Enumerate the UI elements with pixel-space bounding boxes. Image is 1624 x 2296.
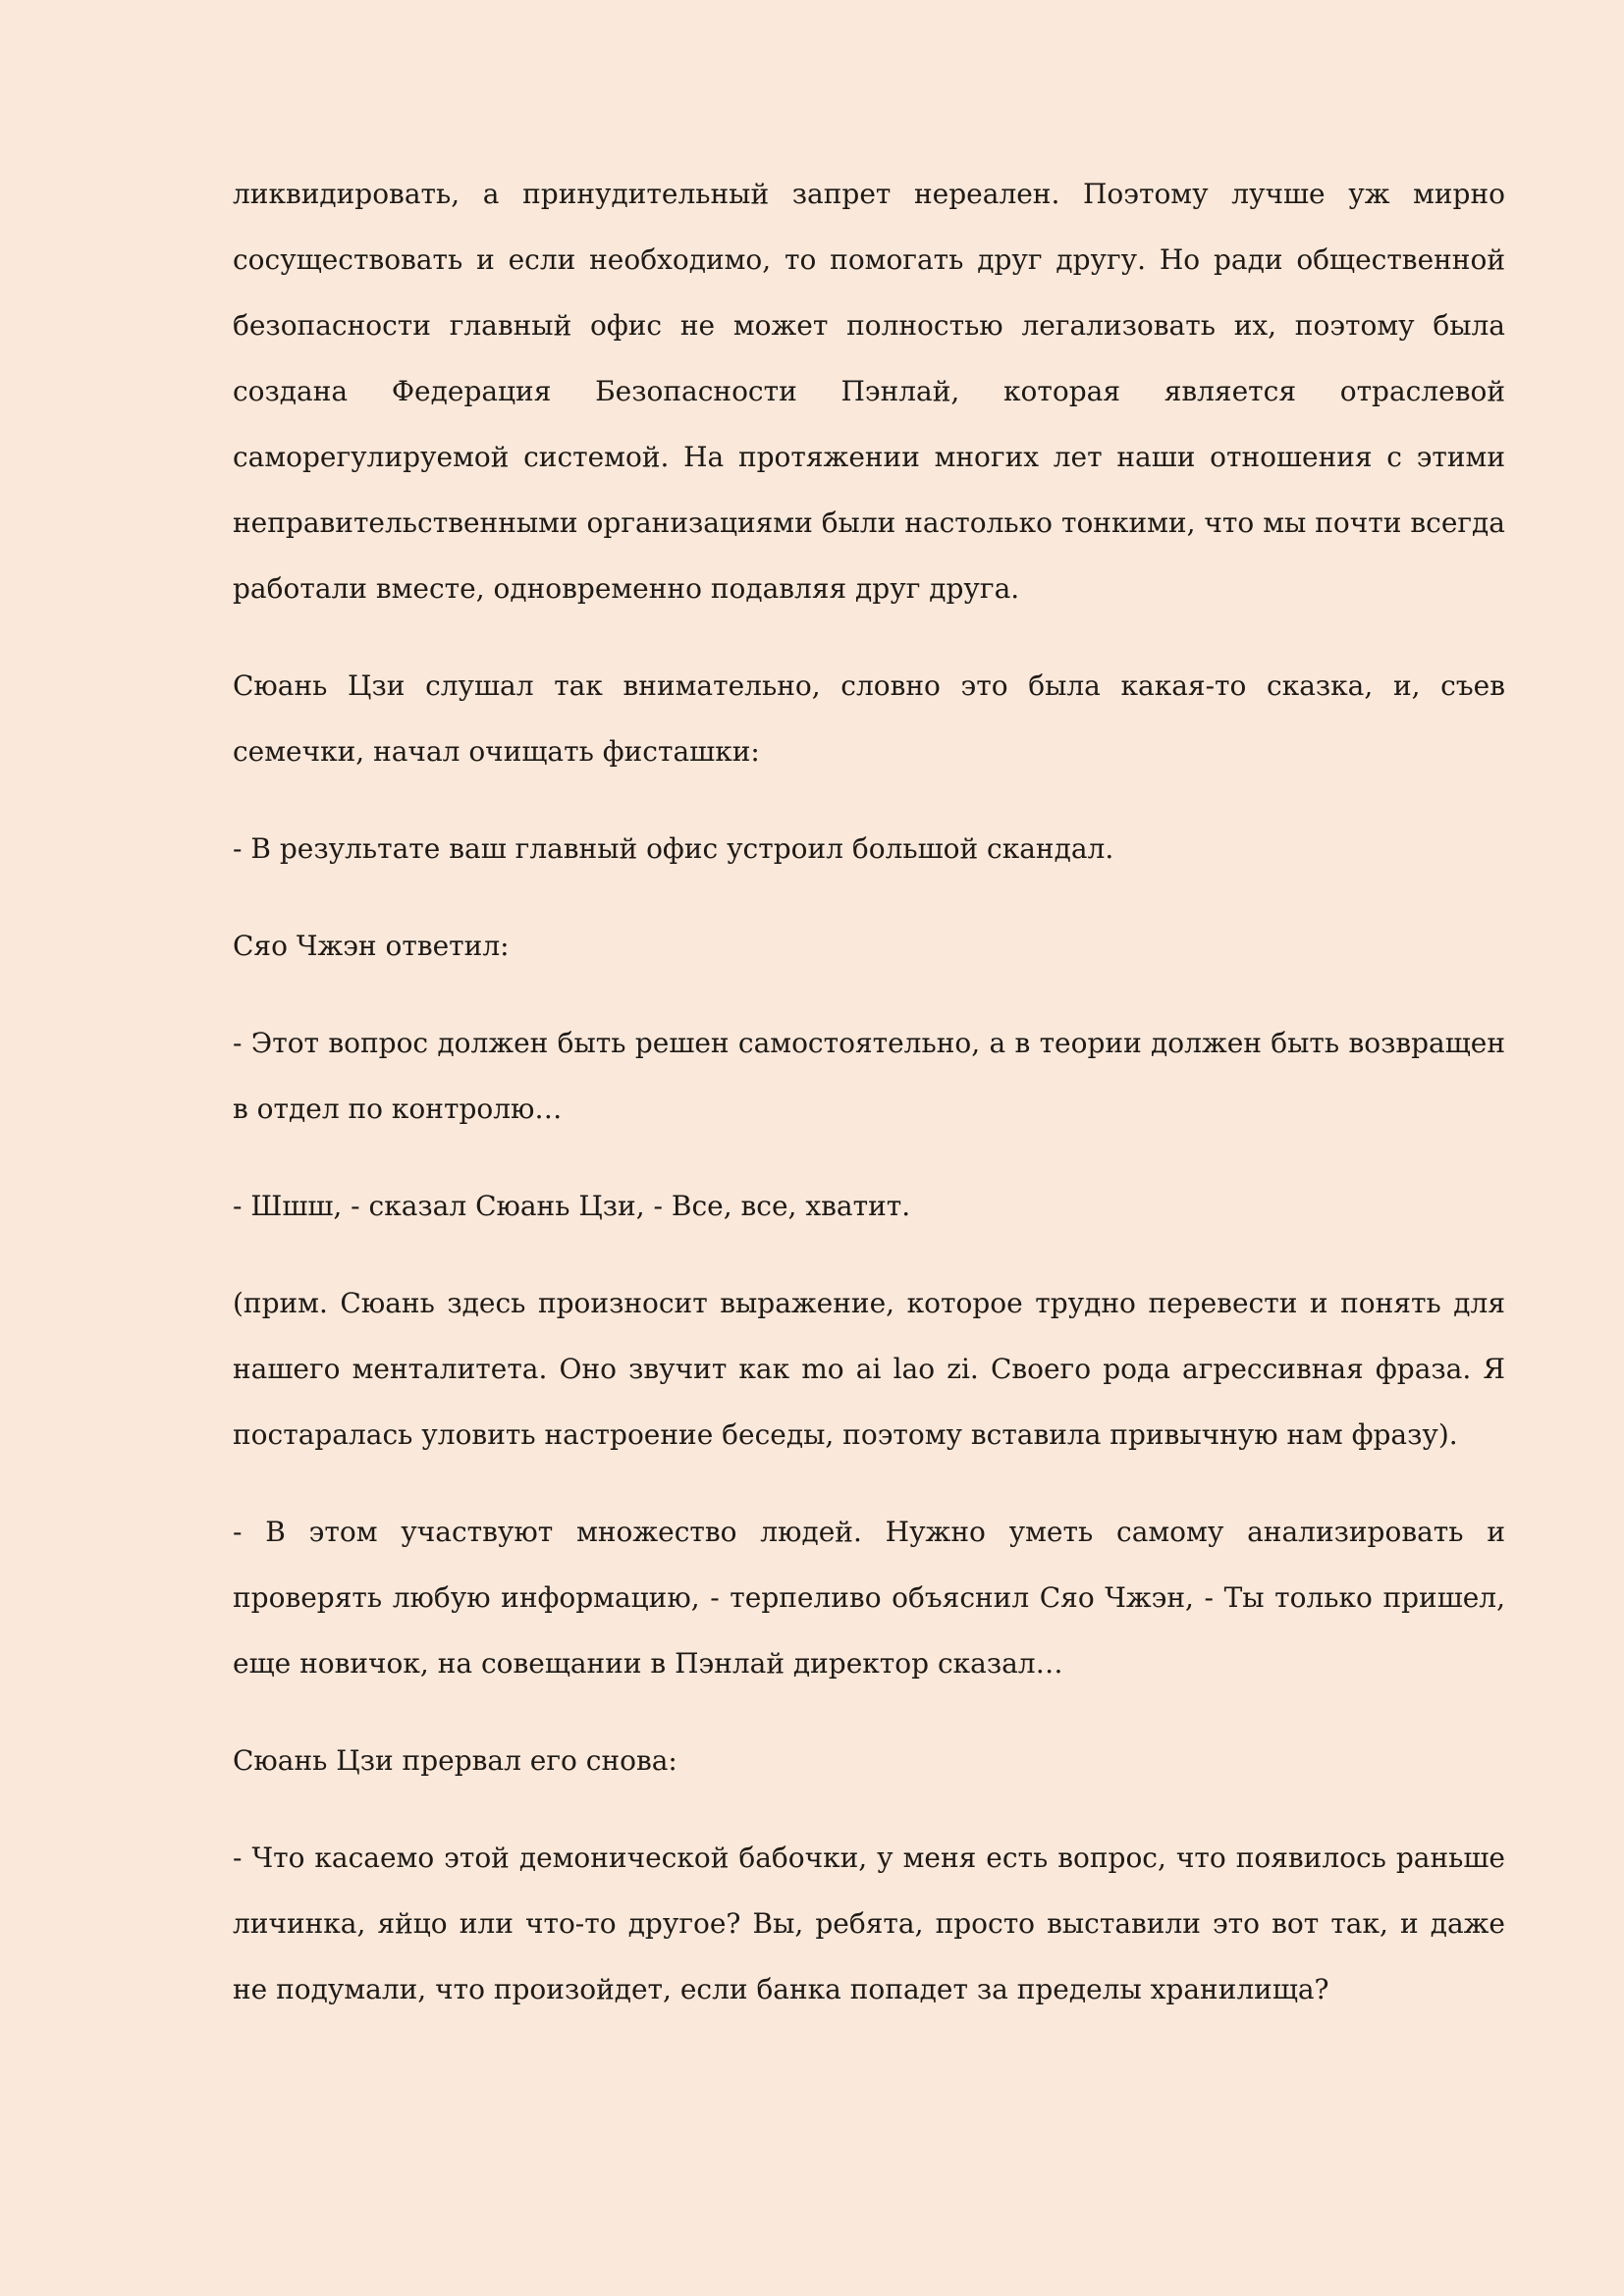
- paragraph-10: - Что касаемо этой демонической бабочки, у меня есть вопрос, что появилось раньше личинка, яйцо или что-то другое? Вы, ребята, просто выставили это вот так, и даже не подумали, что произойдет, если банка попадет за пределы хранилища?: [233, 1842, 1505, 2005]
- paragraph-9: Сюань Цзи прервал его снова:: [233, 1744, 677, 1777]
- paragraph-2: Сюань Цзи слушал так внимательно, словно это была какая-то сказка, и, съев семечки, начал очищать фисташки:: [233, 669, 1505, 768]
- document-body: [233, 161, 1505, 2022]
- paragraph-1: ликвидировать, а принудительный запрет нереален. Поэтому лучше уж мирно сосуществовать и если необходимо, то помогать друг другу. Но ради общественной безопасности главный офис не может полностью легализовать их, поэтому была создана Федерация Безопасности Пэнлай, которая является отраслевой саморегулируемой системой. На протяжении многих лет наши отношения с этими неправительственными организациями были настолько тонкими, что мы почти всегда работали вместе, одновременно подавляя друг друга.: [233, 178, 1505, 605]
- paragraph-7: (прим. Сюань здесь произносит выражение, которое трудно перевести и понять для нашего менталитета. Оно звучит как mo ai lao zi. Своего рода агрессивная фраза. Я постаралась уловить настроение беседы, поэтому вставила привычную нам фразу).: [233, 1287, 1505, 1451]
- paragraph-6: - Шшш, - сказал Сюань Цзи, - Все, все, хватит.: [233, 1190, 911, 1222]
- paragraph-5: - Этот вопрос должен быть решен самостоятельно, а в теории должен быть возвращен в отдел по контролю…: [233, 1027, 1505, 1125]
- paragraph-3: - В результате ваш главный офис устроил большой скандал.: [233, 832, 1114, 865]
- paragraph-4: Сяо Чжэн ответил:: [233, 930, 510, 962]
- paragraph-8: - В этом участвуют множество людей. Нужно уметь самому анализировать и проверять любую информацию, - терпеливо объяснил Сяо Чжэн, - Ты только пришел, еще новичок, на совещании в Пэнлай директор сказал…: [233, 1516, 1505, 1680]
